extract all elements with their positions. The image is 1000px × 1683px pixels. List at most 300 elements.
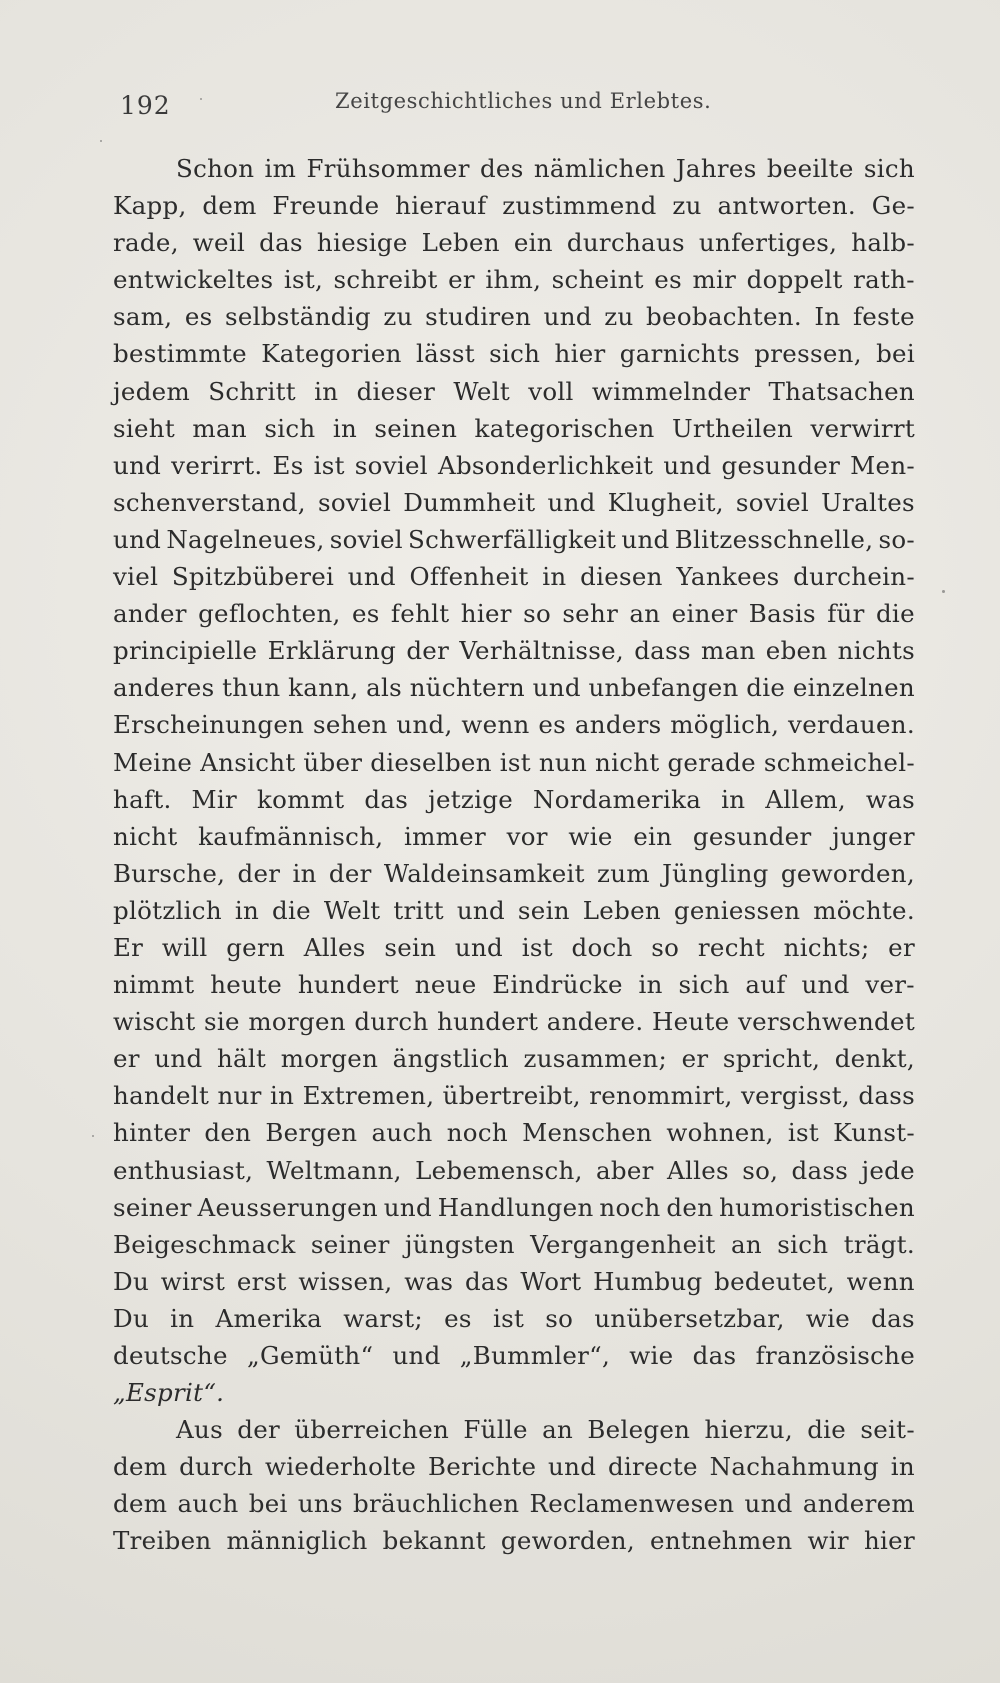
word: das — [871, 1303, 915, 1333]
word: Treiben — [113, 1526, 212, 1556]
word: geworden, — [500, 1526, 635, 1556]
text-line — [113, 1226, 915, 1263]
word: Aeusserungen — [197, 1192, 378, 1222]
word: dem — [113, 1489, 168, 1519]
word: haft. — [113, 784, 172, 814]
word: Verhältnisse, — [459, 636, 624, 666]
text-line — [113, 484, 915, 521]
word: in — [270, 1081, 295, 1111]
word: fehlt — [390, 599, 450, 629]
word: in — [638, 970, 663, 1000]
word: morgen — [280, 1044, 379, 1074]
text-line — [113, 1003, 915, 1040]
text-line — [113, 1374, 915, 1411]
word: so- — [878, 524, 915, 554]
word: in — [890, 1452, 915, 1482]
word: so — [545, 1303, 574, 1333]
text-line — [113, 706, 915, 743]
word: Welt — [453, 376, 510, 406]
word: jüngsten — [404, 1229, 515, 1259]
page-header — [120, 85, 910, 125]
text-line — [113, 224, 915, 261]
word: gesunder — [692, 821, 812, 851]
word: gerade — [667, 747, 756, 777]
word: weil — [192, 228, 246, 258]
word: „Esprit“. — [113, 1378, 225, 1408]
word: directe — [607, 1452, 698, 1482]
word: Frühsommer — [306, 154, 470, 183]
word: es — [538, 710, 567, 740]
text-line — [113, 595, 915, 632]
word: morgen — [248, 1007, 346, 1037]
word: Wort — [520, 1266, 582, 1296]
word: möchte. — [813, 895, 915, 925]
word: hier — [554, 339, 606, 369]
word: das — [364, 784, 409, 814]
word: deutsche — [113, 1341, 228, 1370]
word: junger — [832, 821, 915, 851]
word: in — [332, 413, 358, 443]
word: ist — [521, 932, 553, 962]
word: was — [865, 784, 915, 814]
word: noch — [446, 1118, 508, 1148]
word: plötzlich — [113, 895, 222, 925]
word: vor — [506, 821, 548, 851]
word: zum — [597, 858, 650, 888]
word: anders — [574, 710, 662, 740]
word: es — [351, 599, 380, 629]
word: über — [303, 747, 363, 777]
word: Nachahmung — [709, 1452, 879, 1482]
word: andere. — [546, 1007, 644, 1037]
word: diesen — [580, 562, 663, 592]
text-line — [113, 1152, 915, 1189]
word: verschwendet — [737, 1007, 915, 1037]
word: hundert — [297, 970, 400, 1000]
text-line — [113, 150, 915, 187]
word: wirst — [160, 1266, 226, 1296]
word: ein — [513, 228, 553, 258]
word: sehen — [312, 710, 388, 740]
word: hierauf — [395, 191, 487, 221]
word: wie — [629, 1341, 674, 1370]
word: nichts; — [783, 932, 870, 962]
text-line — [113, 1114, 915, 1151]
word: sein — [517, 895, 570, 925]
word: nur — [217, 1081, 262, 1111]
word: wohnen, — [666, 1118, 774, 1148]
word: wie — [568, 821, 613, 851]
word: zusammen; — [523, 1044, 668, 1074]
word: Alles — [303, 932, 366, 962]
word: an — [542, 1415, 574, 1445]
word: entnehmen — [650, 1526, 793, 1556]
word: durchein- — [793, 562, 915, 592]
word: sein — [384, 932, 437, 962]
word: und — [543, 302, 592, 332]
word: auf — [745, 970, 786, 1000]
word: und — [456, 895, 505, 925]
text-line — [113, 669, 915, 706]
word: so — [651, 932, 680, 962]
word: zu — [672, 191, 702, 221]
word: zu — [383, 302, 413, 332]
word: Ge- — [871, 191, 915, 221]
word: schenverstand, — [113, 487, 306, 517]
paragraph — [113, 1411, 915, 1559]
word: in — [170, 1303, 195, 1333]
word: handelt — [113, 1081, 210, 1111]
word: nicht — [113, 821, 178, 851]
word: Offenheit — [409, 562, 529, 592]
word: Amerika — [215, 1303, 323, 1333]
word: nimmt — [113, 970, 195, 1000]
word: auch — [371, 1118, 433, 1148]
word: sieht — [113, 413, 176, 443]
word: Kunst- — [833, 1118, 915, 1148]
word: selbständig — [225, 302, 371, 332]
word: die — [807, 1415, 847, 1445]
word: Uraltes — [821, 487, 915, 517]
word: ist — [492, 1303, 525, 1333]
word: Leben — [421, 228, 500, 258]
word: Beigeschmack — [113, 1229, 296, 1259]
word: sehr — [562, 599, 619, 629]
word: Weltmann, — [266, 1155, 402, 1185]
word: thun — [222, 673, 281, 703]
word: viel — [113, 562, 159, 592]
word: ist — [313, 450, 345, 480]
word: jedem — [113, 376, 191, 406]
word: hält — [216, 1044, 267, 1074]
word: Spitzbüberei — [171, 562, 335, 592]
word: unübersetzbar, — [594, 1303, 785, 1333]
word: Welt — [323, 895, 381, 925]
word: Leben — [582, 895, 661, 925]
text-line — [113, 521, 915, 558]
word: Kapp, — [113, 191, 187, 221]
word: In — [814, 302, 841, 332]
word: gern — [226, 932, 286, 962]
word: wenn — [846, 1266, 915, 1296]
word: mir — [692, 265, 737, 295]
word: an — [730, 1229, 762, 1259]
word: und — [547, 487, 596, 517]
word: auch — [177, 1489, 239, 1519]
word: rath- — [853, 265, 915, 295]
word: für — [827, 599, 865, 629]
word: beobachten. — [646, 302, 802, 332]
word: es — [184, 302, 213, 332]
word: der — [328, 858, 372, 888]
word: doch — [571, 932, 633, 962]
word: Reclamenwesen — [529, 1489, 735, 1519]
word: antworten. — [717, 191, 857, 221]
word: ist — [787, 1118, 820, 1148]
word: und — [548, 1452, 597, 1482]
word: uns — [297, 1489, 343, 1519]
word: kategorischen — [474, 413, 655, 443]
body-text — [113, 150, 915, 1560]
word: noch — [599, 1192, 661, 1222]
text-line — [113, 410, 915, 447]
word: Jüngling — [662, 858, 769, 888]
text-line — [113, 966, 915, 1003]
word: Waldeinsamkeit — [383, 858, 585, 888]
word: sich — [863, 154, 915, 183]
word: Kategorien — [261, 339, 402, 369]
text-line — [113, 1263, 915, 1300]
text-line — [113, 744, 915, 781]
word: und — [532, 673, 581, 703]
word: Schwerfälligkeit — [408, 524, 617, 554]
word: geniessen — [673, 895, 801, 925]
word: und — [663, 450, 712, 480]
word: in — [314, 376, 339, 406]
word: entwickeltes — [113, 265, 274, 295]
word: bestimmte — [113, 339, 247, 369]
word: einzelnen — [792, 673, 915, 703]
word: sich — [777, 1229, 829, 1259]
word: wissen, — [298, 1266, 393, 1296]
text-line — [113, 818, 915, 855]
word: geworden, — [780, 858, 915, 888]
word: er — [888, 932, 915, 962]
word: zustimmend — [502, 191, 657, 221]
word: das — [464, 1266, 509, 1296]
word: ist, — [283, 265, 324, 295]
word: wischt — [113, 1007, 196, 1037]
text-line — [113, 1300, 915, 1337]
word: anderes — [113, 673, 215, 703]
word: dass — [858, 1081, 915, 1111]
word: spricht, — [722, 1044, 821, 1074]
word: es — [444, 1303, 472, 1333]
word: und — [347, 562, 396, 592]
word: der — [406, 636, 450, 666]
word: und — [113, 524, 162, 554]
word: er — [448, 265, 475, 295]
word: Alles — [666, 1155, 729, 1185]
word: Dummheit — [403, 487, 536, 517]
word: soviel — [735, 487, 810, 517]
text-line — [113, 298, 915, 335]
text-line — [113, 929, 915, 966]
word: Vergangenheit — [530, 1229, 716, 1259]
word: die — [271, 895, 311, 925]
text-line — [113, 1522, 915, 1559]
word: principielle — [113, 636, 258, 666]
word: dem — [113, 1452, 168, 1482]
word: wir — [807, 1526, 849, 1556]
word: denkt, — [834, 1044, 915, 1074]
text-line — [113, 1448, 915, 1485]
word: warst; — [343, 1303, 423, 1333]
word: sich — [264, 413, 316, 443]
word: man — [192, 413, 247, 443]
paragraph — [113, 150, 915, 1411]
word: jetzige — [428, 784, 514, 814]
word: übertreibt, — [442, 1081, 581, 1111]
word: bei — [248, 1489, 288, 1519]
word: soviel — [317, 487, 392, 517]
word: man — [701, 636, 756, 666]
word: vergisst, — [740, 1081, 850, 1111]
word: wimmelnder — [591, 376, 751, 406]
word: wenn — [461, 710, 530, 740]
word: Du — [113, 1303, 150, 1333]
word: eben — [765, 636, 828, 666]
word: den — [666, 1192, 714, 1222]
word: soviel — [329, 524, 403, 554]
word: ver- — [865, 970, 915, 1000]
word: sich — [489, 339, 541, 369]
word: hiesige — [316, 228, 408, 258]
word: Belegen — [587, 1415, 691, 1445]
word: im — [264, 154, 297, 183]
word: Aus — [176, 1415, 223, 1445]
word: Meine — [113, 747, 193, 777]
word: so, — [742, 1155, 779, 1185]
word: Basis — [748, 599, 816, 629]
word: geflochten, — [198, 599, 341, 629]
word: Extremen, — [302, 1081, 435, 1111]
word: nüchtern — [409, 673, 525, 703]
word: wiederholte — [265, 1452, 417, 1482]
word: doppelt — [746, 265, 843, 295]
word: Nagelneues, — [166, 524, 325, 554]
word: Ansicht — [200, 747, 296, 777]
text-line — [113, 1040, 915, 1077]
text-line — [113, 892, 915, 929]
word: er — [113, 1044, 140, 1074]
word: Mir — [191, 784, 238, 814]
word: lässt — [415, 339, 475, 369]
word: beeilte — [766, 154, 854, 183]
word: scheint — [551, 265, 644, 295]
word: Yankees — [676, 562, 780, 592]
word: bedeutet, — [714, 1266, 835, 1296]
word: anderem — [802, 1489, 915, 1519]
word: enthusiast, — [113, 1155, 254, 1185]
word: unfertiges, — [698, 228, 838, 258]
word: und — [621, 524, 670, 554]
word: tritt — [393, 895, 444, 925]
text-line — [113, 261, 915, 298]
word: erst — [236, 1266, 287, 1296]
word: des — [479, 154, 524, 183]
word: und — [383, 1192, 432, 1222]
text-line — [113, 1077, 915, 1114]
word: halb- — [851, 228, 915, 258]
word: jede — [861, 1155, 915, 1185]
word: französische — [755, 1341, 915, 1370]
word: der — [237, 1415, 281, 1445]
word: und — [392, 1341, 441, 1370]
word: Menschen — [522, 1118, 653, 1148]
word: den — [204, 1118, 252, 1148]
word: was — [404, 1266, 454, 1296]
word: Bursche, — [113, 858, 226, 888]
word: unbefangen — [588, 673, 739, 703]
page-number: 192 — [120, 90, 171, 120]
word: nichts — [837, 636, 915, 666]
word: überreichen — [294, 1415, 450, 1445]
word: Humbug — [593, 1266, 703, 1296]
word: hundert — [437, 1007, 539, 1037]
word: Jahres — [675, 154, 757, 183]
word: das — [692, 1341, 737, 1370]
word: Absonderlichkeit — [437, 450, 654, 480]
word: Thatsachen — [768, 376, 915, 406]
text-line — [113, 1485, 915, 1522]
word: als — [366, 673, 403, 703]
word: sam, — [113, 302, 173, 332]
word: das — [259, 228, 303, 258]
word: durchaus — [566, 228, 685, 258]
text-line — [113, 781, 915, 818]
word: dass — [791, 1155, 849, 1185]
word: Eindrücke — [492, 970, 623, 1000]
word: sie — [204, 1007, 240, 1037]
word: studiren — [425, 302, 532, 332]
word: voll — [528, 376, 574, 406]
word: heute — [210, 970, 283, 1000]
word: hinter — [113, 1118, 191, 1148]
word: Schon — [176, 154, 255, 183]
word: in — [542, 562, 567, 592]
word: der — [237, 858, 281, 888]
word: Heute — [651, 1007, 730, 1037]
word: er — [681, 1044, 709, 1074]
word: in — [721, 784, 746, 814]
word: nämlichen — [533, 154, 666, 183]
word: nicht — [595, 747, 660, 777]
word: durch — [354, 1007, 429, 1037]
word: bekannt — [382, 1526, 486, 1556]
word: seit- — [860, 1415, 915, 1445]
word: die — [875, 599, 915, 629]
word: Er — [113, 932, 144, 962]
word: schreibt — [333, 265, 438, 295]
word: Handlungen — [437, 1192, 594, 1222]
text-line — [113, 632, 915, 669]
word: kommt — [257, 784, 345, 814]
text-line — [113, 447, 915, 484]
word: in — [292, 858, 317, 888]
word: und — [154, 1044, 203, 1074]
word: „Bummler“, — [459, 1341, 611, 1370]
word: so — [523, 599, 552, 629]
running-head: Zeitgeschichtliches und Erlebtes. — [335, 89, 712, 113]
word: seiner — [113, 1192, 192, 1222]
word: hier — [863, 1526, 915, 1556]
word: und — [113, 450, 162, 480]
word: Freunde — [272, 191, 380, 221]
word: verirrt. — [171, 450, 263, 480]
text-line — [113, 1189, 915, 1226]
word: in — [234, 895, 260, 925]
word: ander — [113, 599, 187, 629]
word: und, — [396, 710, 453, 740]
word: dem — [202, 191, 257, 221]
word: ihm, — [485, 265, 542, 295]
word: ängstlich — [392, 1044, 510, 1074]
word: gesunder — [721, 450, 841, 480]
word: trägt. — [843, 1229, 915, 1259]
word: neue — [414, 970, 477, 1000]
word: immer — [403, 821, 486, 851]
